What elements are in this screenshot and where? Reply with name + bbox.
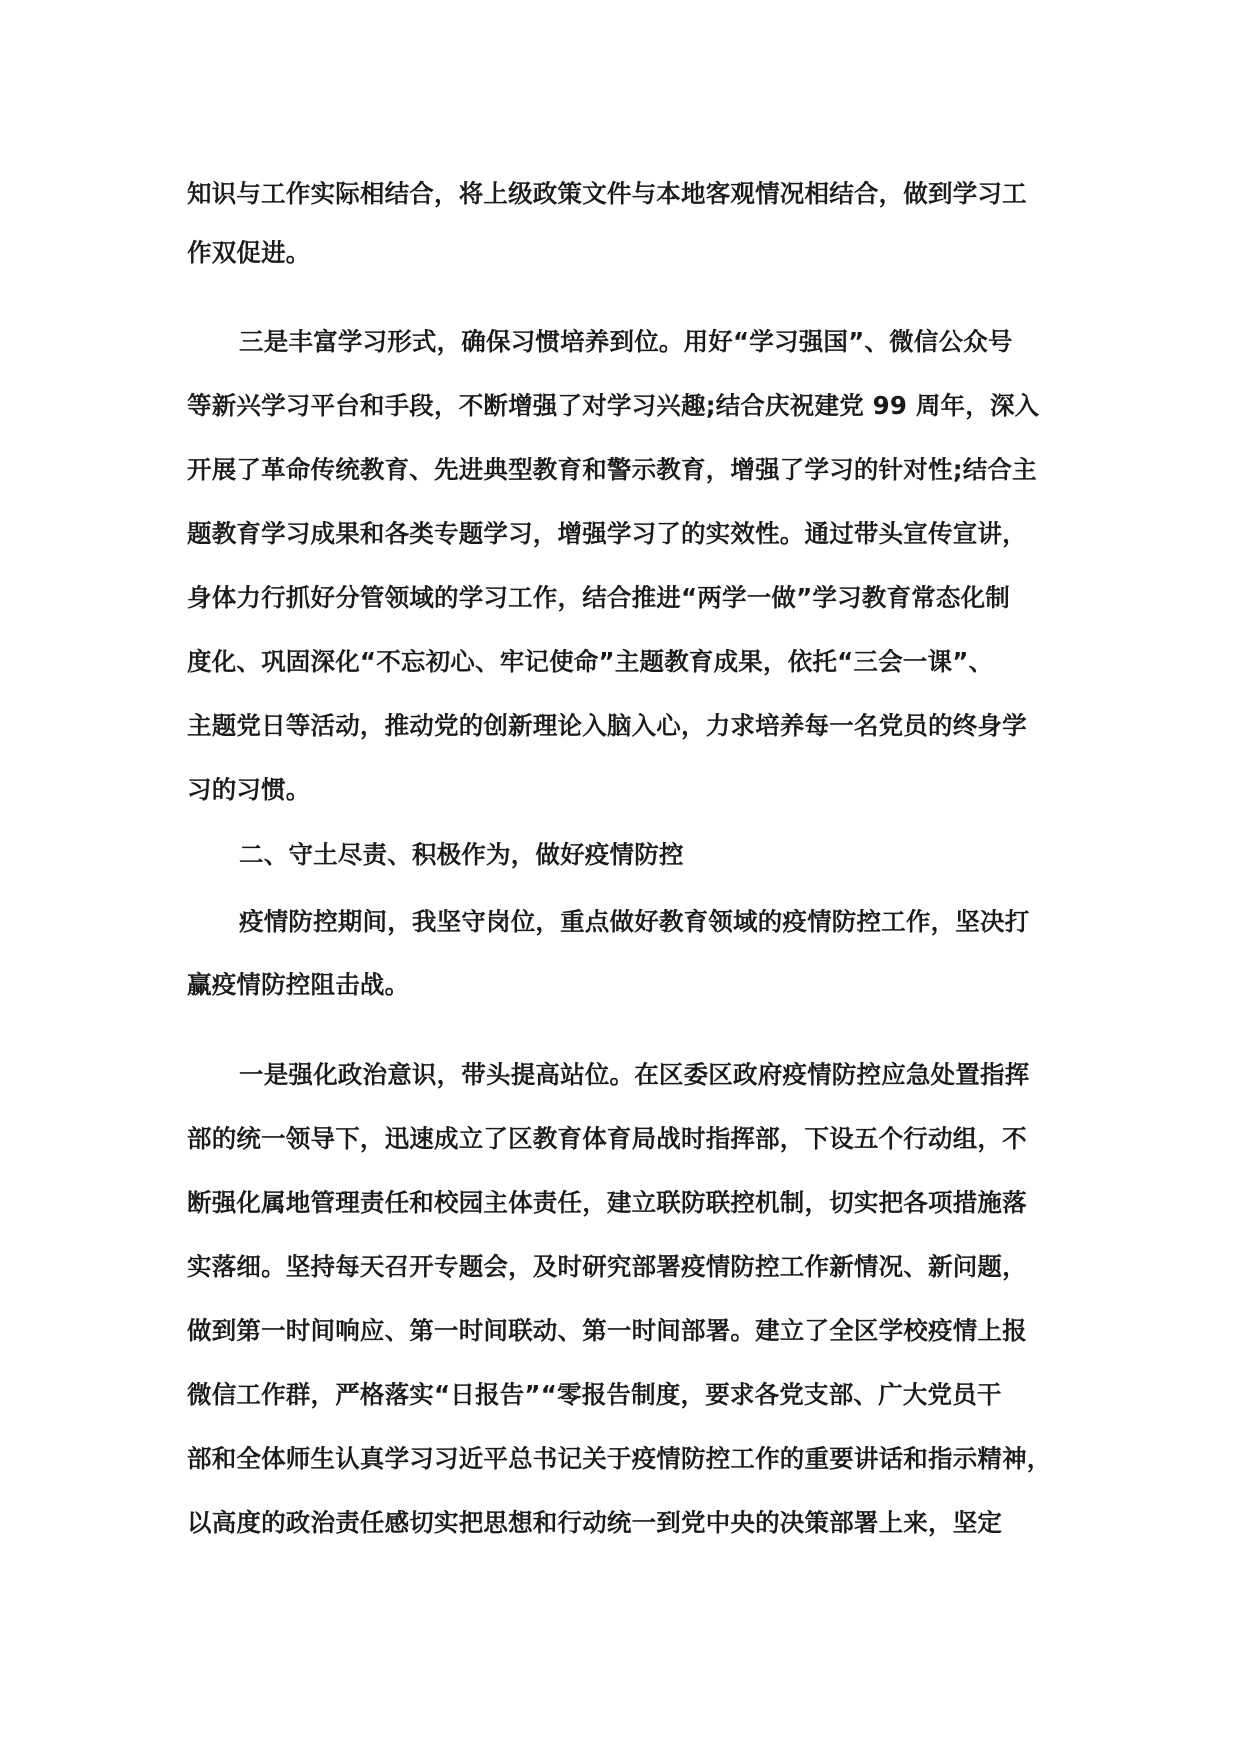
text-line: 题教育学习成果和各类专题学习，增强学习了的实效性。通过带头宣传宣讲， (187, 519, 1027, 548)
text-line: 作双促进。 (187, 238, 311, 267)
text-line: 度化、巩固深化“不忘初心、牢记使命”主题教育成果，依托“三会一课”、 (187, 647, 994, 676)
text-line: 赢疫情防控阻击战。 (187, 970, 410, 999)
paragraph-start-line: 疫情防控期间，我坚守岗位，重点做好教育领域的疫情防控工作，坚决打 (239, 907, 1030, 936)
text-line: 主题党日等活动，推动党的创新理论入脑入心，力求培养每一名党员的终身学 (187, 711, 1027, 740)
text-line: 部和全体师生认真学习习近平总书记关于疫情防控工作的重要讲话和指示精神， (187, 1444, 1052, 1473)
section-heading: 二、守土尽责、积极作为，做好疫情防控 (239, 840, 684, 869)
text-line: 微信工作群，严格落实“日报告”“零报告制度，要求各党支部、广大党员干 (187, 1380, 1002, 1409)
text-line: 实落细。坚持每天召开专题会，及时研究部署疫情防控工作新情况、新问题， (187, 1252, 1027, 1281)
text-line: 等新兴学习平台和手段，不断增强了对学习兴趣;结合庆祝建党 99 周年，深入 (187, 391, 1040, 420)
text-line: 断强化属地管理责任和校园主体责任，建立联防联控机制，切实把各项措施落 (187, 1188, 1027, 1217)
text-line: 以高度的政治责任感切实把思想和行动统一到党中央的决策部署上来，坚定 (187, 1508, 1003, 1537)
paragraph-start-line: 一是强化政治意识，带头提高站位。在区委区政府疫情防控应急处置指挥 (239, 1060, 1030, 1089)
text-line: 做到第一时间响应、第一时间联动、第一时间部署。建立了全区学校疫情上报 (187, 1316, 1027, 1345)
text-line: 开展了革命传统教育、先进典型教育和警示教育，增强了学习的针对性;结合主 (187, 455, 1037, 484)
text-line: 身体力行抓好分管领域的学习工作，结合推进“两学一做”学习教育常态化制 (187, 583, 1011, 612)
text-line: 习的习惯。 (187, 775, 311, 804)
paragraph-start-line: 三是丰富学习形式，确保习惯培养到位。用好“学习强国”、微信公众号 (239, 327, 1013, 356)
text-line: 知识与工作实际相结合，将上级政策文件与本地客观情况相结合，做到学习工 (187, 179, 1027, 208)
text-line: 部的统一领导下，迅速成立了区教育体育局战时指挥部，下设五个行动组，不 (187, 1124, 1027, 1153)
